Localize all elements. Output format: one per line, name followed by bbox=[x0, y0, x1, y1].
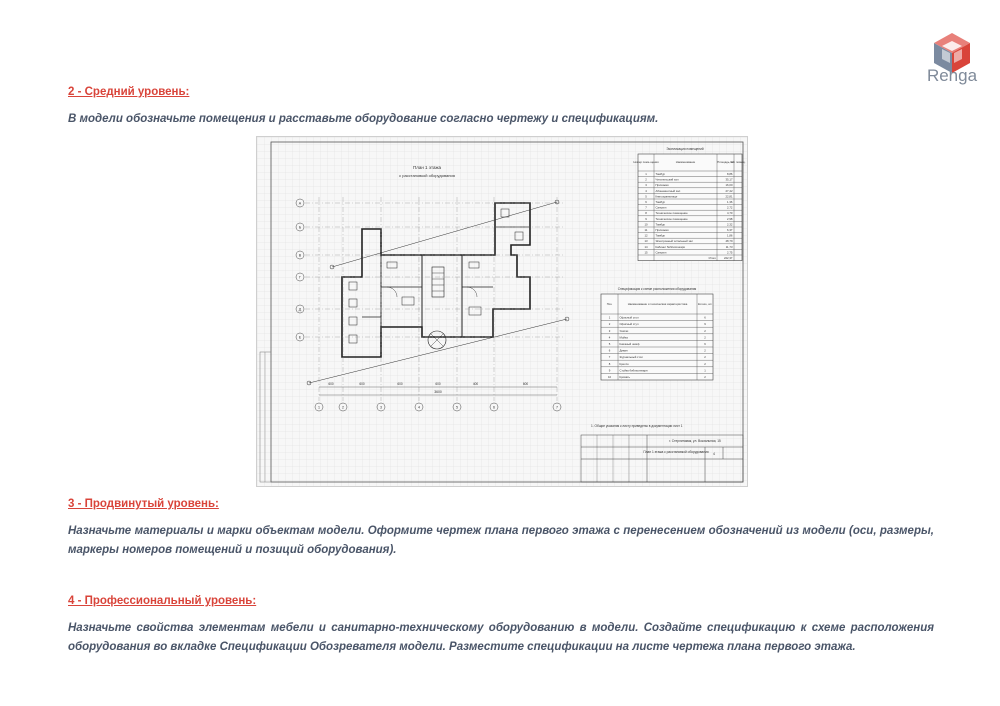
table-cell: Офисный стол bbox=[619, 315, 639, 320]
table-cell: 2 bbox=[608, 322, 611, 327]
section-text-professional: Назначьте свойства элементам мебели и санитарно-техническому оборудованию в модели. Создайте спецификацию к схеме расположения оборудования во вкладке Спецификации Обозревателя модели. Разместите спецификации на листе чертежа плана первого этажа. bbox=[68, 622, 934, 653]
table-cell: 5 bbox=[645, 194, 647, 199]
dimension-label: 600 bbox=[328, 382, 334, 386]
table-cell: 15 bbox=[644, 250, 648, 255]
table-cell: 22,81 bbox=[725, 194, 733, 199]
table-cell: Санузел bbox=[655, 250, 667, 255]
rooms-table-title: Экспликация помещений bbox=[666, 147, 704, 151]
section-heading-medium: 2 - Средний уровень: bbox=[68, 86, 190, 98]
table-cell: Техническое помещение bbox=[655, 211, 688, 216]
total-dimension: 3600 bbox=[434, 390, 442, 394]
section-text-medium: В модели обозначьте помещения и расставьте оборудование согласно чертежу и спецификациям. bbox=[68, 113, 659, 125]
table-cell: Кабинет библиотекаря bbox=[655, 244, 685, 249]
axis-label: А bbox=[298, 201, 302, 206]
table-cell: Унитаз bbox=[619, 328, 629, 333]
table-cell: 12 bbox=[644, 233, 648, 238]
table-cell: Мойка bbox=[619, 335, 628, 340]
table-cell: Тамбур bbox=[655, 222, 665, 227]
table-cell: Книжный шкаф bbox=[619, 342, 640, 346]
title-block-sheet-title: План 1 этажа с расстановкой оборудования bbox=[643, 450, 709, 454]
table-cell: Техническое помещение bbox=[655, 216, 688, 221]
table-cell: 48,79 bbox=[725, 239, 733, 244]
table-cell: Прихожая bbox=[655, 183, 669, 188]
table-cell: 1,36 bbox=[727, 200, 733, 204]
table-cell: Санузел bbox=[655, 205, 667, 210]
table-cell: Журнальный стол bbox=[619, 355, 643, 360]
table-header-cell: Кат. помещ. bbox=[730, 160, 746, 164]
table-cell: 4 bbox=[645, 188, 647, 193]
table-total-label: Итого bbox=[708, 256, 716, 260]
table-cell: 6 bbox=[704, 315, 706, 320]
axis-label: Б bbox=[298, 225, 302, 230]
table-cell: 6 bbox=[645, 200, 647, 204]
plan-title: План 1 этажа bbox=[412, 165, 442, 170]
drawing-note: 1. Общие указания к листу приведены в документации лист 1 bbox=[591, 424, 683, 428]
axis-label: 1 bbox=[318, 405, 320, 410]
table-cell: 14 bbox=[644, 244, 648, 249]
table-cell: 3 bbox=[608, 328, 611, 333]
table-cell: 11 bbox=[644, 228, 648, 232]
table-cell: 1 bbox=[704, 368, 706, 373]
axis-label: 3 bbox=[380, 405, 382, 410]
equipment-table-title: Спецификация к схеме расположения оборудования bbox=[617, 287, 697, 291]
axis-label: Д bbox=[298, 307, 302, 312]
table-header-cell: Наименование и техническая характеристика bbox=[627, 302, 688, 306]
table-cell: 2 bbox=[704, 355, 706, 360]
brand-name: Renga bbox=[926, 66, 978, 85]
table-header-cell: Наименование bbox=[675, 160, 696, 164]
axis-label: 4 bbox=[418, 405, 420, 410]
table-cell: 6 bbox=[608, 348, 611, 353]
section-text-advanced: Назначьте материалы и марки объектам модели. Оформите чертеж плана первого этажа с перенесением обозначений из модели (оси, размеры, маркеры номеров помещений и позиций оборудования). bbox=[68, 525, 934, 556]
axis-label: Е bbox=[298, 335, 302, 340]
table-cell: 2,32 bbox=[727, 222, 733, 227]
table-cell: 7 bbox=[608, 355, 611, 360]
table-cell: 9 bbox=[608, 368, 611, 373]
axis-label: В bbox=[298, 253, 302, 258]
table-cell: Электронный читальный зал bbox=[655, 239, 693, 244]
table-cell: 4 bbox=[608, 335, 611, 340]
section-heading-professional: 4 - Профессиональный уровень: bbox=[68, 595, 257, 607]
table-cell: 2 bbox=[704, 328, 706, 333]
axis-label: 6 bbox=[493, 405, 495, 410]
table-cell: 9 bbox=[704, 322, 706, 327]
table-cell: 8 bbox=[608, 361, 611, 366]
table-header-cell: Площадь, м² bbox=[717, 160, 734, 164]
table-cell: 13 bbox=[644, 239, 648, 244]
table-total-value: 222,37 bbox=[723, 256, 733, 260]
dimension-label: 600 bbox=[359, 382, 365, 386]
table-header-cell: Номер поме-щения bbox=[633, 160, 659, 164]
table-cell: 1,86 bbox=[727, 233, 733, 238]
table-cell: 9 bbox=[645, 216, 647, 221]
table-header-cell: Поз. bbox=[606, 302, 613, 306]
table-cell: Абонементный зал bbox=[655, 188, 681, 193]
table-cell: Читательский зал bbox=[655, 177, 679, 182]
section-heading-advanced: 3 - Продвинутый уровень: bbox=[68, 498, 219, 510]
axis-label: 2 bbox=[342, 405, 344, 410]
table-cell: 11,73 bbox=[725, 244, 733, 249]
table-cell: 1 bbox=[645, 172, 647, 176]
table-cell: Кресло bbox=[619, 361, 629, 366]
table-cell: Прихожая bbox=[655, 228, 669, 232]
dimension-label: 600 bbox=[435, 382, 441, 386]
table-cell: 27,42 bbox=[725, 188, 733, 193]
table-cell: 3 bbox=[645, 183, 647, 188]
rooms-table bbox=[633, 154, 746, 261]
table-cell: Тамбур bbox=[655, 172, 665, 176]
dimension-label: 600 bbox=[397, 382, 403, 386]
dimension-label: 600 bbox=[522, 382, 529, 386]
table-cell: 2,75 bbox=[727, 250, 733, 255]
table-cell: 10 bbox=[607, 375, 612, 379]
table-cell: Офисный стул bbox=[619, 322, 639, 327]
table-cell: 2 bbox=[645, 177, 647, 182]
equipment-table bbox=[601, 294, 713, 380]
axis-label: 5 bbox=[456, 405, 458, 410]
table-cell: 6,37 bbox=[727, 228, 733, 232]
table-cell: Диван bbox=[619, 348, 628, 353]
table-cell: Тамбур bbox=[655, 200, 665, 204]
floor-plan-drawing bbox=[256, 136, 748, 487]
table-cell: 2 bbox=[704, 348, 706, 353]
table-cell: 7 bbox=[645, 205, 647, 210]
table-cell: Книгохранилище bbox=[655, 194, 678, 199]
table-cell: 8 bbox=[645, 211, 647, 216]
table-cell: 1 bbox=[608, 315, 611, 320]
table-cell: 8,86 bbox=[727, 172, 733, 176]
table-cell: 2 bbox=[704, 375, 706, 379]
title-block-sheet-number: 4 bbox=[713, 452, 715, 456]
table-cell: Стойка библиотекаря bbox=[619, 368, 648, 373]
table-cell: 35,17 bbox=[725, 177, 733, 182]
table-cell: 4,70 bbox=[727, 211, 733, 216]
table-cell: 2 bbox=[704, 361, 706, 366]
table-cell: Тамбур bbox=[655, 233, 665, 238]
axis-label: Г bbox=[299, 275, 301, 280]
title-block-address: г. Стерлитамак, ул. Вокзальная, 15 bbox=[669, 439, 721, 443]
table-cell: Кровать bbox=[619, 375, 630, 379]
table-cell: 2,72 bbox=[727, 205, 733, 210]
axis-label: 7 bbox=[556, 405, 558, 410]
table-cell: 5 bbox=[608, 342, 611, 346]
table-header-cell: Кол-во, шт. bbox=[697, 302, 713, 306]
table-cell: 6 bbox=[704, 342, 706, 346]
table-cell: 16,00 bbox=[725, 183, 733, 188]
table-cell: 10 bbox=[644, 222, 648, 227]
plan-subtitle: с расстановкой оборудования bbox=[399, 173, 455, 178]
table-cell: 2 bbox=[704, 335, 706, 340]
table-cell: 2,98 bbox=[727, 216, 733, 221]
dimension-label: 400 bbox=[472, 382, 479, 386]
